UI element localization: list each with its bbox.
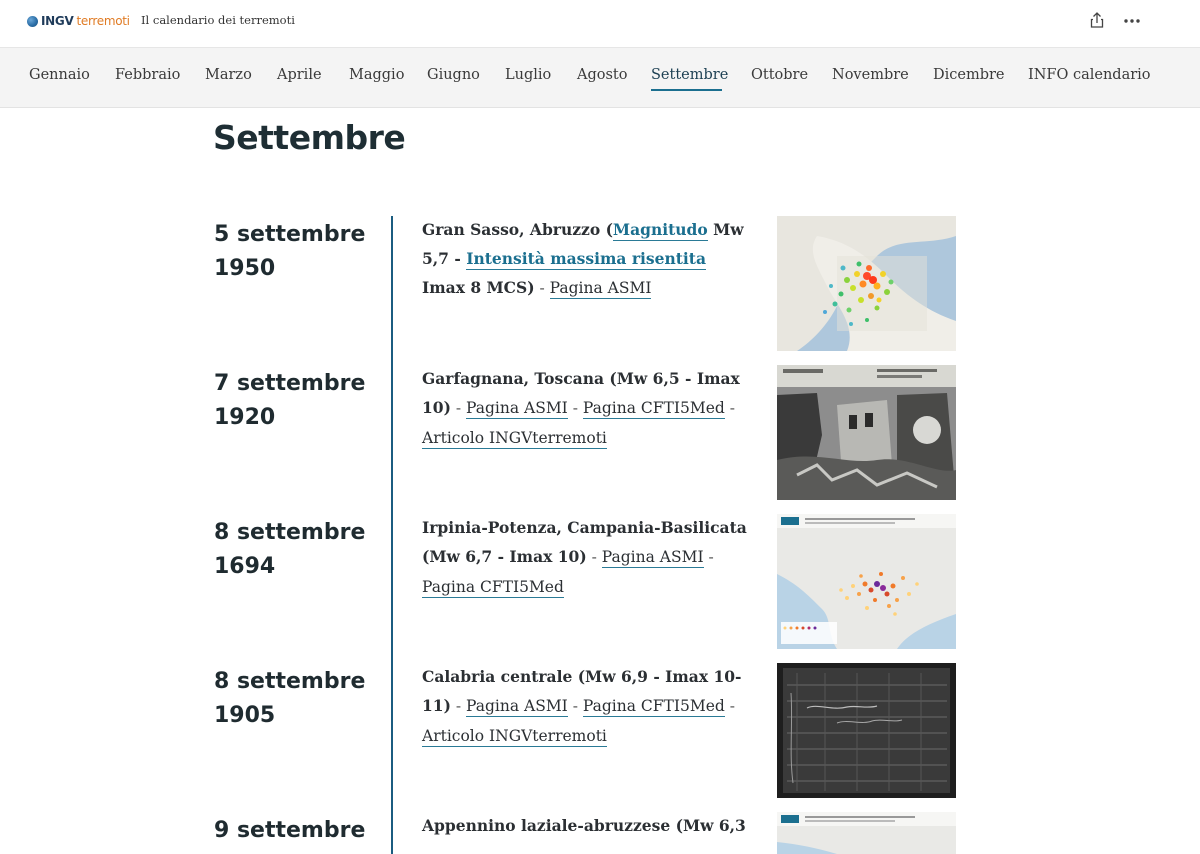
- entry-photo-thumbnail[interactable]: [777, 365, 956, 500]
- separator: -: [450, 399, 466, 417]
- entry-text: Appennino laziale-abruzzese (Mw 6,3: [422, 816, 746, 835]
- entry-date-day: 7 settembre: [214, 371, 366, 396]
- articolo-link[interactable]: Articolo INGVterremoti: [422, 429, 607, 447]
- entry-date-year: 1905: [214, 703, 276, 728]
- logo-ingv-text: INGV: [41, 14, 74, 28]
- articolo-link[interactable]: Articolo INGVterremoti: [422, 727, 607, 745]
- entry-date: [214, 814, 384, 848]
- separator: -: [724, 399, 735, 417]
- entry-description: [422, 215, 752, 303]
- cfti5med-link[interactable]: Pagina CFTI5Med: [582, 399, 725, 417]
- entry-document-thumbnail[interactable]: [777, 663, 956, 798]
- month-navigation: [0, 48, 1200, 108]
- ingv-logo[interactable]: [27, 12, 130, 30]
- separator: -: [450, 697, 466, 715]
- more-options-icon[interactable]: [1121, 10, 1143, 32]
- nav-dicembre[interactable]: Dicembre: [933, 67, 1005, 83]
- asmi-link[interactable]: Pagina ASMI: [549, 279, 652, 297]
- magnitudo-link[interactable]: Magnitudo: [612, 220, 708, 239]
- entry-text: Imax 8 MCS): [422, 278, 535, 297]
- separator: -: [724, 697, 735, 715]
- entry-date: [214, 218, 384, 286]
- logo-terremoti-text: terremoti: [76, 14, 130, 28]
- entry-date-day: 8 settembre: [214, 520, 366, 545]
- site-title[interactable]: Il calendario dei terremoti: [141, 13, 295, 27]
- entry-date-year: 1694: [214, 554, 276, 579]
- nav-info-calendario[interactable]: INFO calendario: [1028, 67, 1151, 83]
- entry-date-year: 1950: [214, 256, 276, 281]
- nav-luglio[interactable]: Luglio: [505, 67, 552, 83]
- top-bar: [0, 0, 1200, 48]
- entry-text: Irpinia-Potenza, Campania-Basilicata (Mw 6,7 - Imax 10): [422, 518, 747, 566]
- page-title: Settembre: [213, 118, 406, 157]
- timeline-line: [391, 216, 393, 854]
- nav-giugno[interactable]: Giugno: [427, 67, 480, 83]
- asmi-link[interactable]: Pagina ASMI: [466, 399, 568, 417]
- nav-ottobre[interactable]: Ottobre: [751, 67, 809, 83]
- entry-description: [422, 513, 752, 602]
- entry-date: [214, 516, 384, 584]
- entry-text: Garfagnana, Toscana (Mw 6,5 - Imax 10): [422, 369, 740, 417]
- nav-febbraio[interactable]: Febbraio: [115, 67, 181, 83]
- asmi-link[interactable]: Pagina ASMI: [466, 697, 568, 715]
- entry-text: Gran Sasso, Abruzzo (: [422, 220, 613, 239]
- intensita-link[interactable]: Intensità massima risentita: [466, 249, 707, 268]
- globe-icon: [27, 16, 38, 27]
- separator: -: [567, 399, 583, 417]
- nav-novembre[interactable]: Novembre: [832, 67, 909, 83]
- entry-date: [214, 665, 384, 733]
- entry-text: Calabria centrale (Mw 6,9 - Imax 10-11): [422, 667, 742, 715]
- entry-text: Mw 5,7 -: [422, 220, 744, 268]
- nav-aprile[interactable]: Aprile: [277, 67, 322, 83]
- entry-map-thumbnail[interactable]: [777, 216, 956, 351]
- entry-date: [214, 367, 384, 435]
- nav-agosto[interactable]: Agosto: [577, 67, 628, 83]
- nav-settembre[interactable]: Settembre: [651, 67, 729, 83]
- entry-date-day: 9 settembre: [214, 818, 366, 843]
- separator: -: [586, 548, 602, 566]
- entry-map-thumbnail[interactable]: [777, 812, 956, 854]
- entry-date-day: 5 settembre: [214, 222, 366, 247]
- entry-description: [422, 364, 752, 453]
- entry-date-day: 8 settembre: [214, 669, 366, 694]
- entry-map-thumbnail[interactable]: [777, 514, 956, 649]
- separator: -: [534, 279, 550, 297]
- entry-description: [422, 662, 752, 751]
- cfti5med-link[interactable]: Pagina CFTI5Med: [422, 578, 564, 596]
- nav-maggio[interactable]: Maggio: [349, 67, 405, 83]
- separator: -: [703, 548, 714, 566]
- active-tab-indicator: [651, 89, 722, 91]
- entry-date-year: 1920: [214, 405, 276, 430]
- entry-description: [422, 811, 752, 840]
- separator: -: [567, 697, 583, 715]
- share-icon[interactable]: [1087, 10, 1107, 32]
- nav-marzo[interactable]: Marzo: [205, 67, 252, 83]
- cfti5med-link[interactable]: Pagina CFTI5Med: [582, 697, 725, 715]
- asmi-link[interactable]: Pagina ASMI: [601, 548, 704, 566]
- nav-gennaio[interactable]: Gennaio: [29, 67, 90, 83]
